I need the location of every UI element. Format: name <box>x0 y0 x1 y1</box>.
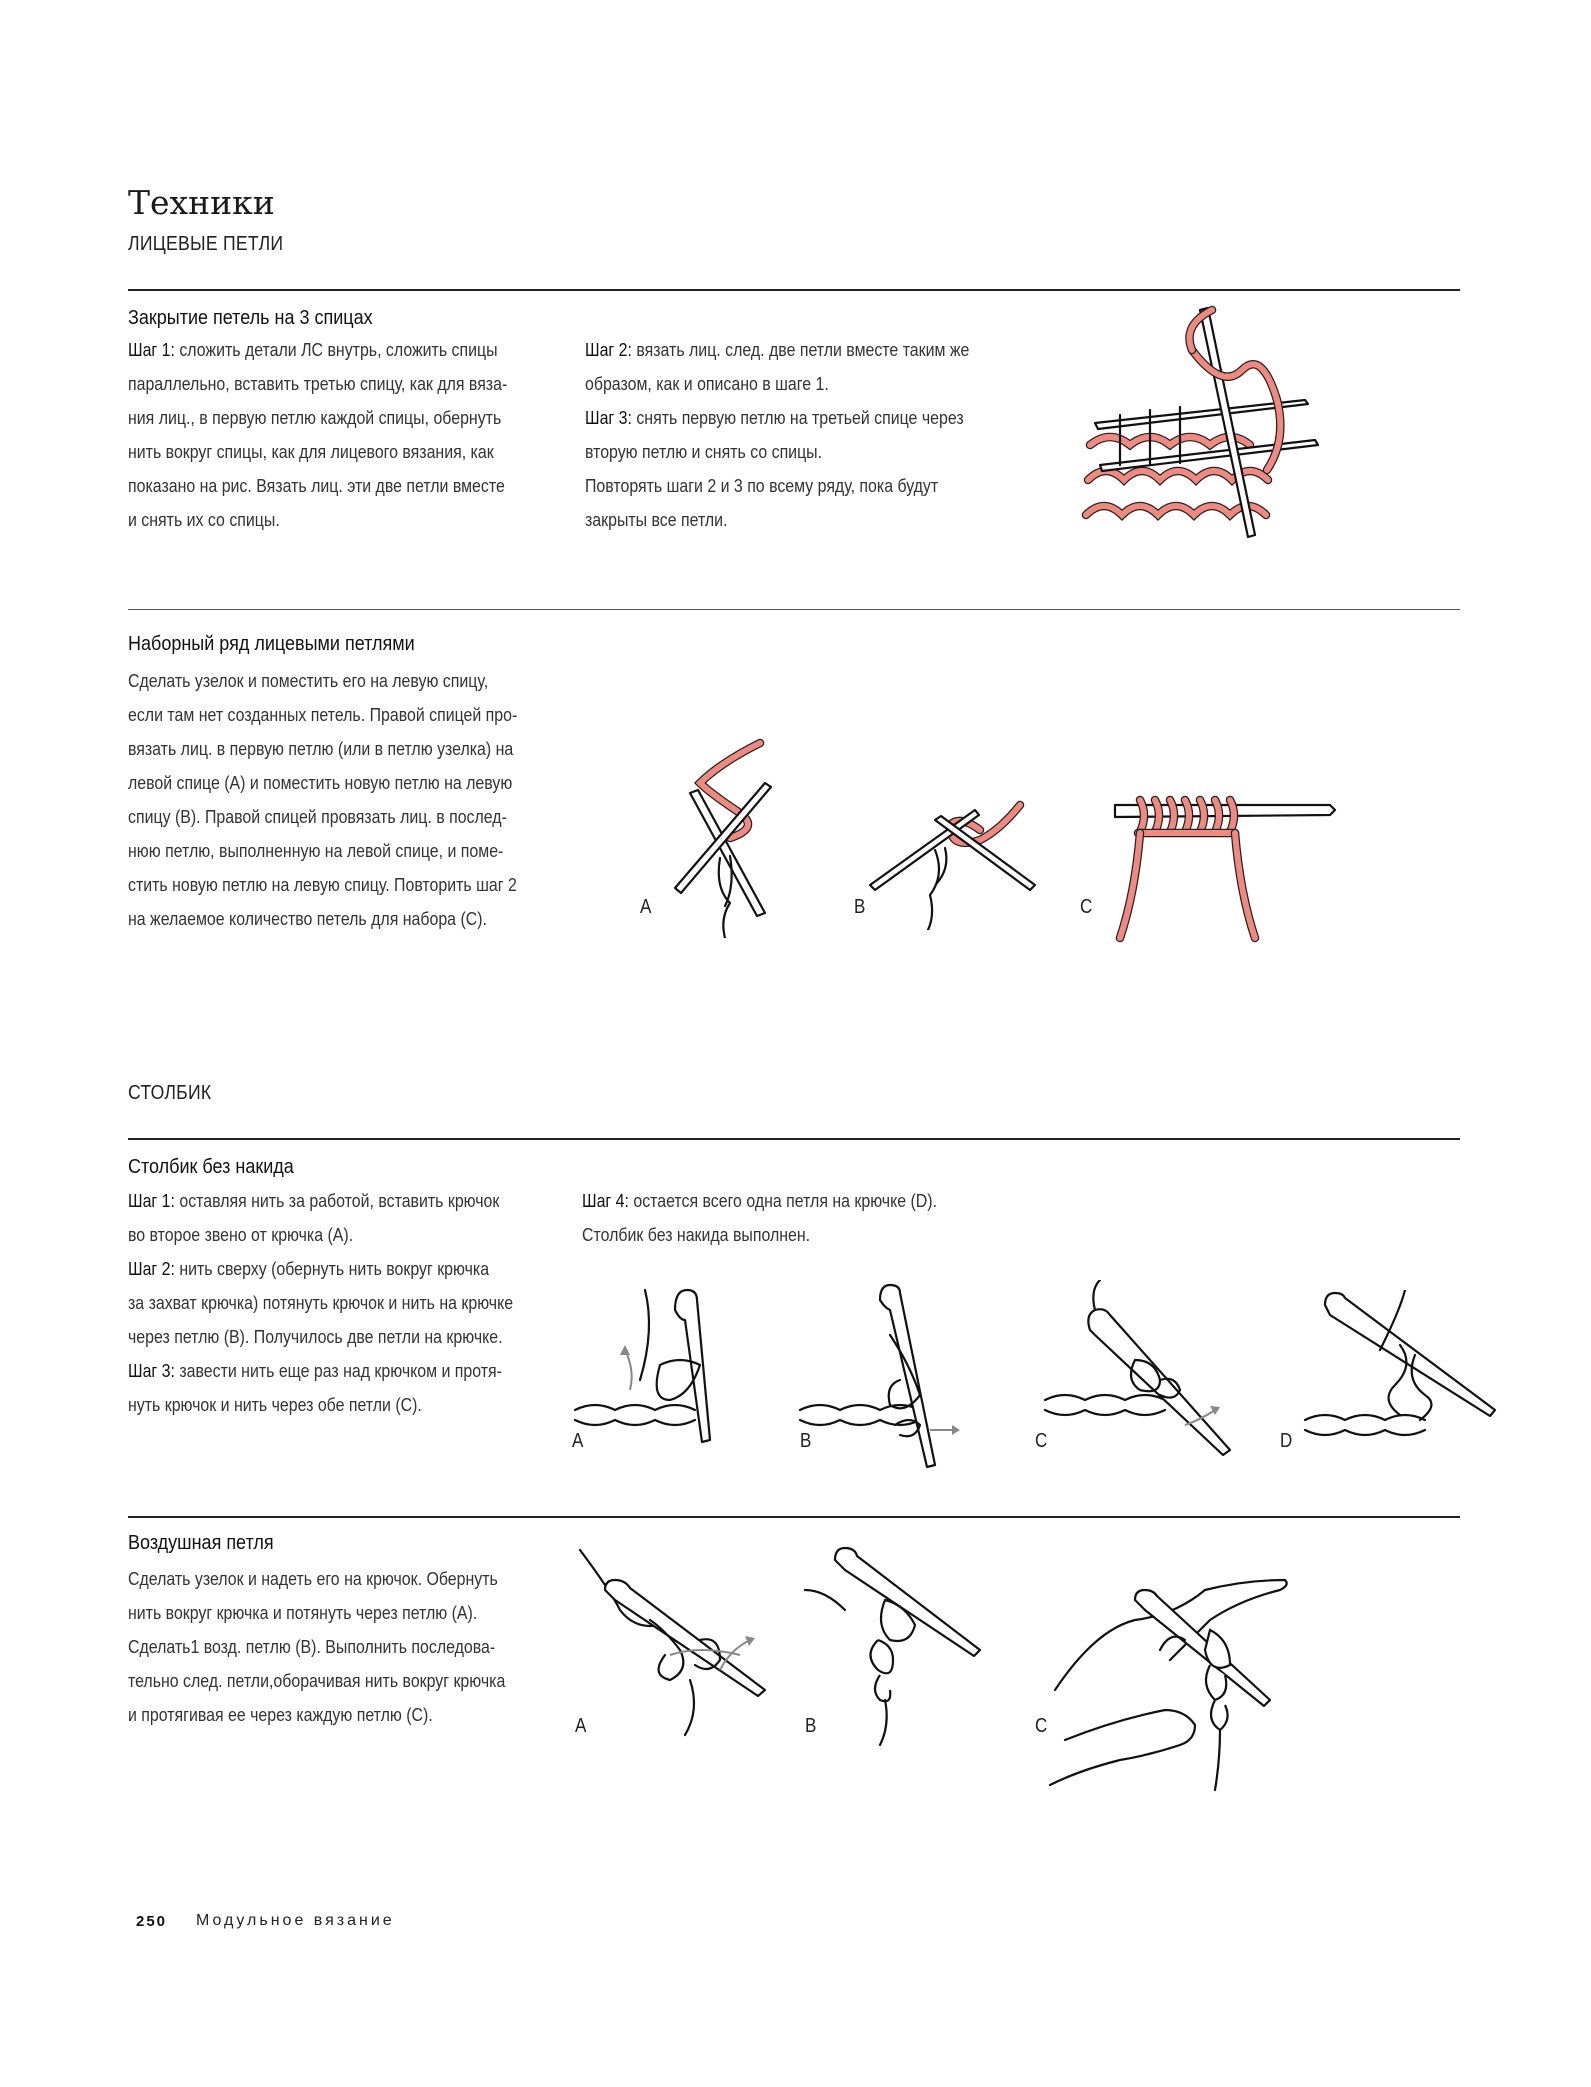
text-line: через петлю (В). Получилось две петли на крючке. <box>128 1326 503 1347</box>
text-line: Шаг 3: завести нить еще раз над крючком и протя- <box>128 1360 502 1381</box>
text-line: тельно след. петли,оборачивая нить вокруг крючка <box>128 1670 506 1691</box>
hand-lower <box>1050 1710 1195 1785</box>
figure-label: C <box>1080 896 1093 918</box>
bind-off-heading: Закрытие петель на 3 спицах <box>128 307 373 329</box>
section-divider <box>128 1516 1460 1518</box>
cast-on-text <box>128 664 517 936</box>
figure-label: A <box>575 1715 587 1737</box>
section-divider <box>128 1138 1460 1140</box>
section-divider <box>128 289 1460 291</box>
text-line: показано на рис. Вязать лиц. эти две петли вместе <box>128 475 505 496</box>
figure-label: D <box>1280 1430 1293 1452</box>
text-line: стить новую петлю на левую спицу. Повторить шаг 2 <box>128 874 517 895</box>
cast-on-heading: Наборный ряд лицевыми петлями <box>128 633 415 655</box>
single-crochet-illustration-b <box>795 1275 995 1475</box>
text-line: Шаг 1: оставляя нить за работой, вставить крючок <box>128 1190 500 1211</box>
text-line: ния лиц., в первую петлю каждой спицы, обернуть <box>128 407 502 428</box>
figure-label: B <box>805 1715 817 1737</box>
text-line: Сделать узелок и поместить его на левую спицу, <box>128 670 489 691</box>
text-line: нить вокруг крючка и потянуть через петлю (А). <box>128 1602 478 1623</box>
text-line: нить вокруг спицы, как для лицевого вязания, как <box>128 441 494 462</box>
chain-illustration-c <box>1045 1540 1305 1800</box>
section-divider <box>128 609 1460 610</box>
text-line: и снять их со спицы. <box>128 509 280 530</box>
stolbik-heading: Столбик без накида <box>128 1156 294 1178</box>
bind-off-text-col2 <box>585 333 969 537</box>
text-line: Шаг 2: нить сверху (обернуть нить вокруг крючка <box>128 1258 490 1279</box>
section-subtitle: ЛИЦЕВЫЕ ПЕТЛИ <box>128 233 284 255</box>
single-crochet-illustration-a <box>570 1280 770 1450</box>
figure-label: B <box>800 1430 812 1452</box>
figure-label: A <box>640 896 652 918</box>
text-line: Сделать узелок и надеть его на крючок. Обернуть <box>128 1568 498 1589</box>
text-line: и протягивая ее через каждую петлю (С). <box>128 1704 433 1725</box>
text-line: Повторять шаги 2 и 3 по всему ряду, пока будут <box>585 475 939 496</box>
text-line: закрыты все петли. <box>585 509 728 530</box>
single-crochet-illustration-d <box>1300 1290 1500 1460</box>
stolbik-text-col1 <box>128 1184 513 1422</box>
single-crochet-illustration-c <box>1040 1280 1260 1460</box>
text-line: во второе звено от крючка (А). <box>128 1224 354 1245</box>
text-line: за захват крючка) потянуть крючок и нить на крючке <box>128 1292 514 1313</box>
text-line: Сделать1 возд. петлю (В). Выполнить последова- <box>128 1636 496 1657</box>
figure-label: B <box>854 896 866 918</box>
text-line: параллельно, вставить третью спицу, как для вяза- <box>128 373 508 394</box>
text-line: нюю петлю, выполненную на левой спице, и поме- <box>128 840 504 861</box>
cast-on-illustration-b <box>865 790 1045 930</box>
figure-label: C <box>1035 1715 1048 1737</box>
hand-upper <box>1055 1580 1287 1690</box>
book-title: Модульное вязание <box>196 1912 395 1929</box>
stolbik-text-col2 <box>582 1184 937 1252</box>
bind-off-text-col1 <box>128 333 507 537</box>
page-number: 250 <box>136 1913 168 1930</box>
text-line: левой спице (А) и поместить новую петлю на левую <box>128 772 513 793</box>
section-subtitle: СТОЛБИК <box>128 1082 212 1104</box>
text-line: Шаг 3: снять первую петлю на третьей спице через <box>585 407 964 428</box>
text-line: если там нет созданных петель. Правой спицей про- <box>128 704 518 725</box>
text-line: спицу (В). Правой спицей провязать лиц. в послед- <box>128 806 507 827</box>
figure-label: C <box>1035 1430 1048 1452</box>
three-needle-bind-off-illustration <box>1080 305 1330 540</box>
chain-heading: Воздушная петля <box>128 1532 274 1554</box>
text-line: Столбик без накида выполнен. <box>582 1224 811 1245</box>
text-line: вязать лиц. в первую петлю (или в петлю узелка) на <box>128 738 514 759</box>
text-line: на желаемое количество петель для набора (С). <box>128 908 487 929</box>
text-line: Шаг 1: сложить детали ЛС внутрь, сложить спицы <box>128 339 498 360</box>
text-line: образом, как и описано в шаге 1. <box>585 373 829 394</box>
chain-text <box>128 1562 505 1732</box>
text-line: Шаг 2: вязать лиц. след. две петли вместе таким же <box>585 339 970 360</box>
cast-on-illustration-c <box>1110 795 1340 945</box>
chain-illustration-a <box>570 1540 790 1740</box>
chain-illustration-b <box>800 1540 1000 1750</box>
figure-label: A <box>572 1430 584 1452</box>
text-line: вторую петлю и снять со спицы. <box>585 441 823 462</box>
page-title: Техники <box>128 183 275 222</box>
text-line: Шаг 4: остается всего одна петля на крючке (D). <box>582 1190 938 1211</box>
text-line: нуть крючок и нить через обе петли (С). <box>128 1394 422 1415</box>
cast-on-illustration-a <box>660 738 800 938</box>
